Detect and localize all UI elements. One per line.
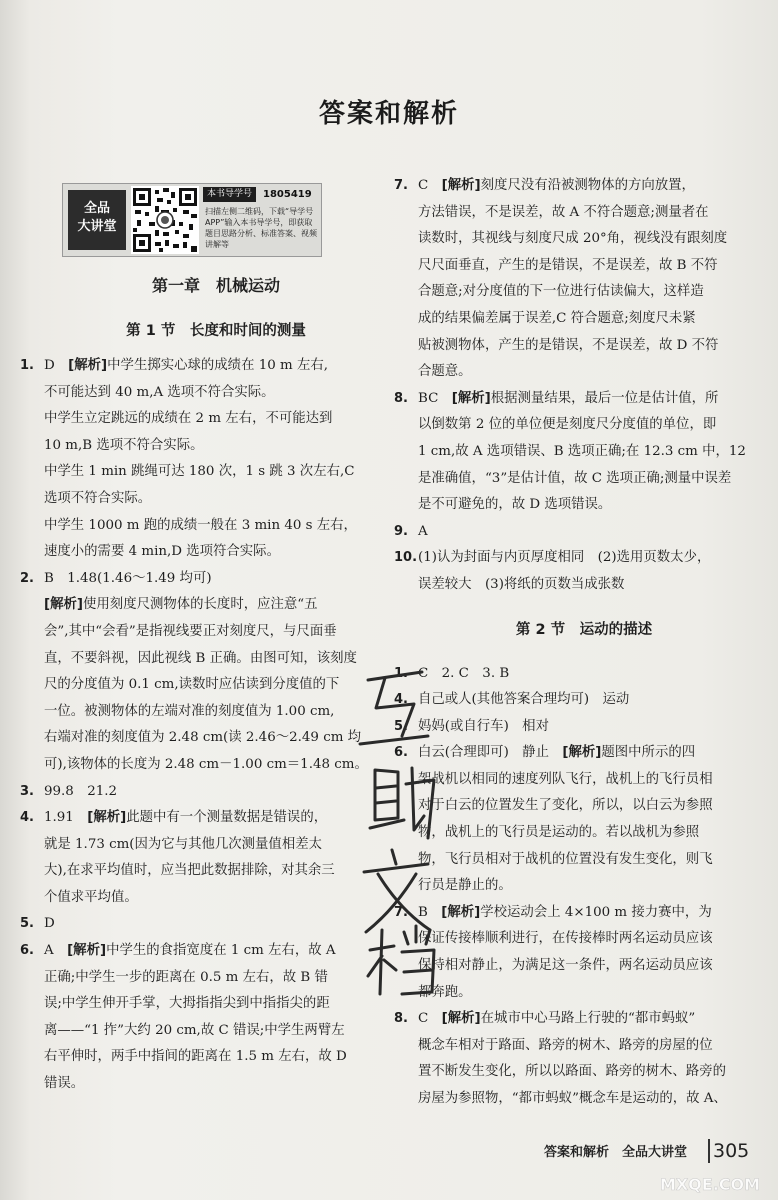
- brand-logo: [68, 190, 126, 250]
- answer-text: 中学生的食指宽度在 1 cm 左右，故 A: [106, 943, 336, 959]
- answer-text: 大),在求平均值时，应当把此数据排除，对其余三: [44, 863, 335, 879]
- answer-item: [20, 911, 382, 938]
- answer-choice: B: [418, 904, 442, 920]
- answer-text: 学校运动会上 4×100 m 接力赛中，为: [480, 904, 712, 920]
- answer-number: 5.: [394, 718, 408, 734]
- answer-line: [44, 433, 382, 460]
- section2-heading: 第 2 节 运动的描述: [515, 621, 653, 638]
- booknum-value: 1805419: [263, 189, 312, 200]
- answer-line: [418, 386, 774, 413]
- answer-line: [418, 847, 774, 874]
- analysis-tag: [解析]: [441, 178, 481, 193]
- answer-text: 尺尺面垂直，产生的是错误，不是误差，故 B 不符: [418, 257, 718, 273]
- answer-line: [418, 359, 774, 386]
- answer-text: 都奔跑。: [418, 984, 472, 1000]
- answer-text: 合题意;对分度值的下一位进行估读偏大，这样造: [418, 284, 704, 300]
- answer-text: 方法错误，不是误差，故 A 不符合题意;测量者在: [418, 204, 709, 220]
- section-heading: 第 1 节 长度和时间的测量: [126, 323, 306, 339]
- answer-text: 1 cm,故 A 选项错误、B 选项正确;在 12.3 cm 中，12: [418, 443, 746, 459]
- answer-line: [418, 926, 774, 953]
- answer-item: [20, 938, 382, 1098]
- answer-line: [418, 1033, 774, 1060]
- handwritten-signature: [330, 660, 450, 1000]
- answer-line: [418, 900, 774, 927]
- answer-text: 错误。: [44, 1076, 85, 1092]
- answer-line: [418, 714, 774, 741]
- answer-text: 妈妈(或自行车) 相对: [418, 718, 549, 734]
- answer-line: [418, 466, 774, 493]
- answer-line: [418, 492, 774, 519]
- answer-line: [44, 1044, 382, 1071]
- answer-line: [418, 333, 774, 360]
- analysis-tag: [解析]: [44, 597, 84, 613]
- booknum-label: 本书导学号: [203, 187, 256, 202]
- logo-line2: 大讲堂: [77, 219, 117, 234]
- watermark-logo: [650, 1150, 770, 1198]
- answer-number: 4.: [20, 810, 34, 826]
- answer-text: 离——“1 拃”大约 20 cm,故 C 错误;中学生两臂左: [44, 1022, 345, 1038]
- answer-text: 置不断发生变化，所以以路面、路旁的树木、路旁的: [418, 1064, 726, 1080]
- answer-text: 10 m,B 选项不符合实际。: [44, 437, 204, 453]
- answer-text: 对于白云的位置发生了变化，所以，以白云为参照: [418, 798, 713, 814]
- answer-text: 贴被测物体，产生的是错误，不是误差，故 D 不符: [418, 337, 719, 353]
- answer-text: 中学生立定跳远的成绩在 2 m 左右，不可能达到: [44, 411, 333, 427]
- answer-text: 物，战机上的飞行员是运动的。若以战机为参照: [418, 825, 700, 841]
- answer-line: [418, 200, 774, 227]
- answer-item: [394, 740, 774, 900]
- answer-item: [394, 687, 774, 714]
- answer-text: 题图中所示的四: [601, 745, 696, 761]
- answer-text: 根据测量结果，最后一位是估计值，所: [490, 390, 719, 406]
- answer-line: [418, 226, 774, 253]
- answer-text: 误差较大 (3)将纸的页数当成张数: [418, 576, 625, 592]
- answer-number: 1.: [20, 358, 34, 373]
- answer-text: 使用刻度尺测物体的长度时，应注意“五: [83, 597, 318, 613]
- answer-text: 概念车相对于路面、路旁的树木、路旁的房屋的位: [418, 1037, 713, 1053]
- page-title: 答案和解析: [318, 99, 459, 129]
- answer-line: [44, 566, 382, 593]
- answer-text: 在城市中心马路上行驶的“都市蚂蚁”: [480, 1011, 696, 1027]
- answer-line: [44, 539, 382, 566]
- answer-item: [394, 1006, 774, 1112]
- answer-text: 是准确值，“3”是估计值，故 C 选项正确;测量中误差: [418, 470, 732, 486]
- answer-line: [418, 545, 774, 572]
- answer-text: A: [418, 523, 428, 539]
- analysis-tag: [解析]: [68, 358, 108, 373]
- answer-text: 合题意。: [418, 364, 472, 380]
- answer-number: 10.: [394, 550, 418, 566]
- answer-text: 中学生 1 min 跳绳可达 180 次，1 s 跳 3 次左右,C: [44, 464, 355, 480]
- answer-line: [418, 740, 774, 767]
- page-number: 305: [708, 1139, 749, 1163]
- answer-text: 刻度尺没有沿被测物体的方向放置，: [480, 178, 695, 193]
- analysis-tag: [解析]: [87, 810, 127, 826]
- answer-line: [418, 1086, 774, 1113]
- answer-line: [44, 1018, 382, 1045]
- answer-text: 房屋为参照物，“都市蚂蚁”概念车是运动的，故 A、: [418, 1091, 727, 1106]
- answer-item: [394, 545, 774, 598]
- answer-text: 保持相对静止，为满足这一条件，两名运动员应该: [418, 958, 713, 974]
- answer-text: 个值求平均值。: [44, 889, 138, 905]
- answer-line: [44, 380, 382, 407]
- answer-line: [44, 619, 382, 646]
- right-answer-list-a: [394, 173, 774, 599]
- right-answer-list-b: [394, 661, 774, 1113]
- answer-text: 右端对准的刻度值为 2.48 cm(读 2.46～2.49 cm 均: [44, 730, 362, 746]
- answer-text: 架战机以相同的速度列队飞行，战机上的飞行员相: [418, 771, 713, 787]
- qr-code-icon[interactable]: [131, 186, 199, 254]
- answer-text: 中学生掷实心球的成绩在 10 m 左右,: [107, 358, 329, 373]
- answer-line: [418, 173, 774, 200]
- right-column: [394, 173, 774, 1113]
- answer-number: 2.: [20, 570, 34, 586]
- answer-text: 是不可避免的，故 D 选项错误。: [418, 497, 612, 513]
- answer-item: [394, 900, 774, 1006]
- answer-line: [418, 767, 774, 794]
- answer-number: 7.: [394, 904, 408, 920]
- left-column: [20, 263, 382, 1098]
- answer-choice: D: [44, 358, 69, 373]
- answer-choice: C: [418, 178, 442, 193]
- answer-line: [418, 572, 774, 599]
- answer-item: [394, 661, 774, 688]
- answer-line: [44, 592, 382, 619]
- answer-choice: 白云(合理即可) 静止: [418, 745, 563, 761]
- answer-choice: A: [44, 943, 68, 959]
- answer-number: 8.: [394, 390, 408, 406]
- answer-line: [418, 412, 774, 439]
- answer-line: [44, 486, 382, 513]
- promo-box: [62, 183, 322, 257]
- answer-text: 速度小的需要 4 min,D 选项符合实际。: [44, 544, 280, 560]
- answer-number: 3.: [20, 783, 34, 799]
- answer-text: 正确;中学生一步的距离在 0.5 m 左右，故 B 错: [44, 969, 328, 985]
- left-answer-list: [20, 353, 382, 1098]
- answer-item: [20, 566, 382, 779]
- analysis-tag: [解析]: [562, 745, 602, 761]
- answer-item: [20, 779, 382, 806]
- answer-choice: 1.91: [44, 810, 88, 826]
- answer-item: [20, 805, 382, 911]
- answer-text: 物，飞行员相对于战机的位置没有发生变化，则飞: [418, 851, 713, 867]
- answer-text: 以倒数第 2 位的单位便是刻度尺分度值的单位，即: [418, 417, 717, 433]
- answer-text: 尺的分度值为 0.1 cm,读数时应估读到分度值的下: [44, 677, 340, 693]
- answer-choice: C: [418, 1011, 442, 1027]
- answer-text: 不可能达到 40 m,A 选项不符合实际。: [44, 384, 275, 400]
- answer-text: 就是 1.73 cm(因为它与其他几次测量值相差太: [44, 836, 322, 852]
- analysis-tag: [解析]: [441, 1011, 481, 1027]
- answer-number: 4.: [394, 692, 408, 708]
- answer-text: (1)认为封面与内页厚度相同 (2)选用页数太少，: [418, 550, 711, 566]
- chapter-heading: 第一章 机械运动: [151, 276, 280, 295]
- answer-item: [394, 519, 774, 546]
- answer-number: 8.: [394, 1011, 408, 1027]
- answer-line: [418, 519, 774, 546]
- svg-text:MXQE.COM: MXQE.COM: [659, 1175, 761, 1194]
- answer-choice: BC: [418, 390, 452, 406]
- logo-line1: 全品: [83, 201, 110, 216]
- answer-number: 5.: [20, 916, 34, 932]
- answer-text: 右平伸时，两手中指间的距离在 1.5 m 左右，故 D: [44, 1049, 347, 1065]
- answer-text: 误;中学生伸开手掌，大拇指指尖到中指指尖的距: [44, 996, 330, 1012]
- footer-section-label: 答案和解析: [544, 1145, 610, 1160]
- answer-line: [44, 353, 382, 380]
- answer-text: 会”,其中“会看”是指视线要正对刻度尺，与尺面垂: [44, 623, 337, 639]
- promo-description: 扫描左侧二维码，下载“导学号APP”输入本书导学号，即获取题目思路分析、标准答案、视频讲解等: [205, 207, 317, 249]
- answer-number: 1.: [394, 665, 408, 681]
- answer-number: 9.: [394, 523, 408, 539]
- answer-text: 保证传接棒顺利进行，在传接棒时两名运动员应该: [418, 931, 713, 947]
- footer-brand: 全品大讲堂: [622, 1145, 688, 1160]
- answer-line: [418, 953, 774, 980]
- analysis-tag: [解析]: [441, 904, 481, 920]
- answer-line: [44, 406, 382, 433]
- answer-text: 成的结果偏差属于误差,C 符合题意;刻度尺未紧: [418, 310, 696, 326]
- answer-text: 直，不要斜视，因此视线 B 正确。由图可知，该刻度: [44, 650, 357, 666]
- answer-line: [44, 513, 382, 540]
- answer-line: [418, 980, 774, 1007]
- answer-text: 读数时，其视线与刻度尺成 20°角，视线没有跟刻度: [418, 231, 728, 247]
- answer-number: 6.: [20, 943, 34, 959]
- answer-text: B 1.48(1.46～1.49 均可): [44, 570, 212, 586]
- answer-line: [44, 1071, 382, 1098]
- analysis-tag: [解析]: [67, 943, 107, 959]
- answer-text: 99.8 21.2: [44, 783, 118, 799]
- answer-line: [418, 1059, 774, 1086]
- answer-text: 行员是静止的。: [418, 878, 512, 894]
- answer-line: [418, 1006, 774, 1033]
- answer-text: 自己或人(其他答案合理均可) 运动: [418, 692, 630, 708]
- answer-text: C 2. C 3. B: [418, 665, 510, 681]
- answer-line: [44, 459, 382, 486]
- answer-number: 7.: [394, 178, 408, 193]
- answer-text: 一位。被测物体的左端对准的刻度值为 1.00 cm,: [44, 703, 335, 719]
- answer-text: 此题中有一个测量数据是错误的，: [126, 810, 328, 826]
- answer-line: [418, 306, 774, 333]
- answer-item: [20, 353, 382, 566]
- answer-line: [418, 687, 774, 714]
- answer-text: 中学生 1000 m 跑的成绩一般在 3 min 40 s 左右，: [44, 517, 357, 533]
- answer-item: [394, 173, 774, 386]
- answer-text: 可),该物体的长度为 2.48 cm－1.00 cm＝1.48 cm。: [44, 756, 368, 772]
- answer-line: [418, 793, 774, 820]
- answer-item: [394, 386, 774, 519]
- answer-text: 选项不符合实际。: [44, 490, 152, 506]
- analysis-tag: [解析]: [451, 390, 491, 406]
- answer-line: [418, 279, 774, 306]
- answer-line: [418, 873, 774, 900]
- answer-item: [394, 714, 774, 741]
- answer-line: [418, 253, 774, 280]
- answer-line: [418, 439, 774, 466]
- answer-number: 6.: [394, 745, 408, 761]
- answer-line: [418, 820, 774, 847]
- answer-line: [418, 661, 774, 688]
- answer-text: D: [44, 916, 55, 932]
